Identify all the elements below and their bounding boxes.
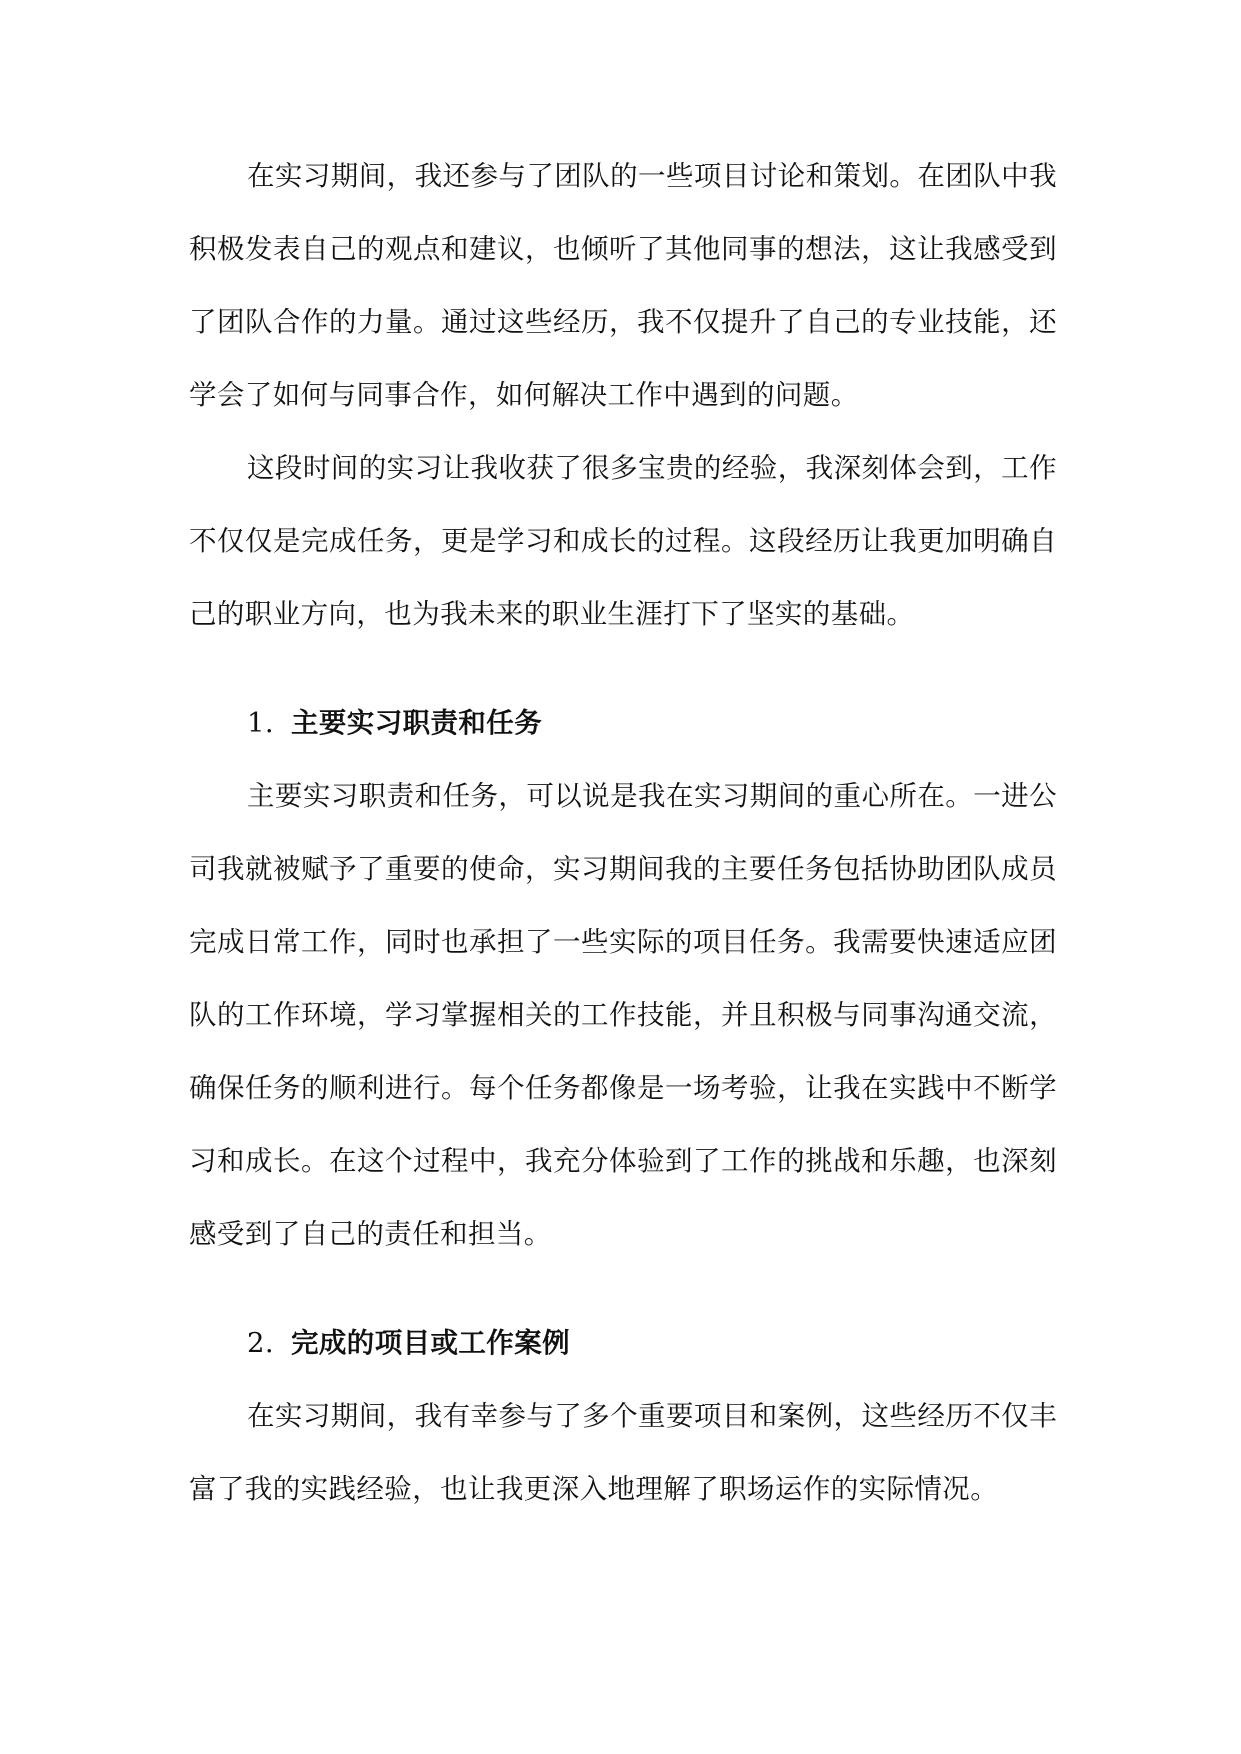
section-number: 2. — [247, 1327, 275, 1359]
paragraph-reflection: 这段时间的实习让我收获了很多宝贵的经验，我深刻体会到，工作不仅仅是完成任务，更是学习和成长的过程。这段经历让我更加明确自己的职业方向，也为我未来的职业生涯打下了坚实的基础。 — [189, 452, 1057, 630]
section-gap — [189, 651, 1057, 669]
section-title: 主要实习职责和任务 — [291, 707, 543, 739]
paragraph-duties: 主要实习职责和任务，可以说是我在实习期间的重心所在。一进公司我就被赋予了重要的使命，实习期间我的主要任务包括协助团队成员完成日常工作，同时也承担了一些实际的项目任务。我需要快速适应团队的工作环境，学习掌握相关的工作技能，并且积极与同事沟通交流，确保任务的顺利进行。每个任务都像是一场考验，让我在实践中不断学习和成长。在这个过程中，我充分体验到了工作的挑战和乐趣，也深刻感受到了自己的责任和担当。 — [189, 780, 1057, 1250]
section-gap — [189, 1271, 1057, 1289]
section-title: 完成的项目或工作案例 — [291, 1327, 570, 1359]
paragraph-projects: 在实习期间，我有幸参与了多个重要项目和案例，这些经历不仅丰富了我的实践经验，也让我更深入地理解了职场运作的实际情况。 — [189, 1400, 1057, 1505]
paragraph-teamwork: 在实习期间，我还参与了团队的一些项目讨论和策划。在团队中我积极发表自己的观点和建议，也倾听了其他同事的想法，这让我感受到了团队合作的力量。通过这些经历，我不仅提升了自己的专业技能，还学会了如何与同事合作，如何解决工作中遇到的问题。 — [189, 160, 1057, 411]
document-body — [189, 140, 1057, 1526]
section-number: 1. — [247, 707, 275, 739]
section-heading-projects — [189, 1289, 1057, 1380]
section-heading-duties — [189, 669, 1057, 760]
